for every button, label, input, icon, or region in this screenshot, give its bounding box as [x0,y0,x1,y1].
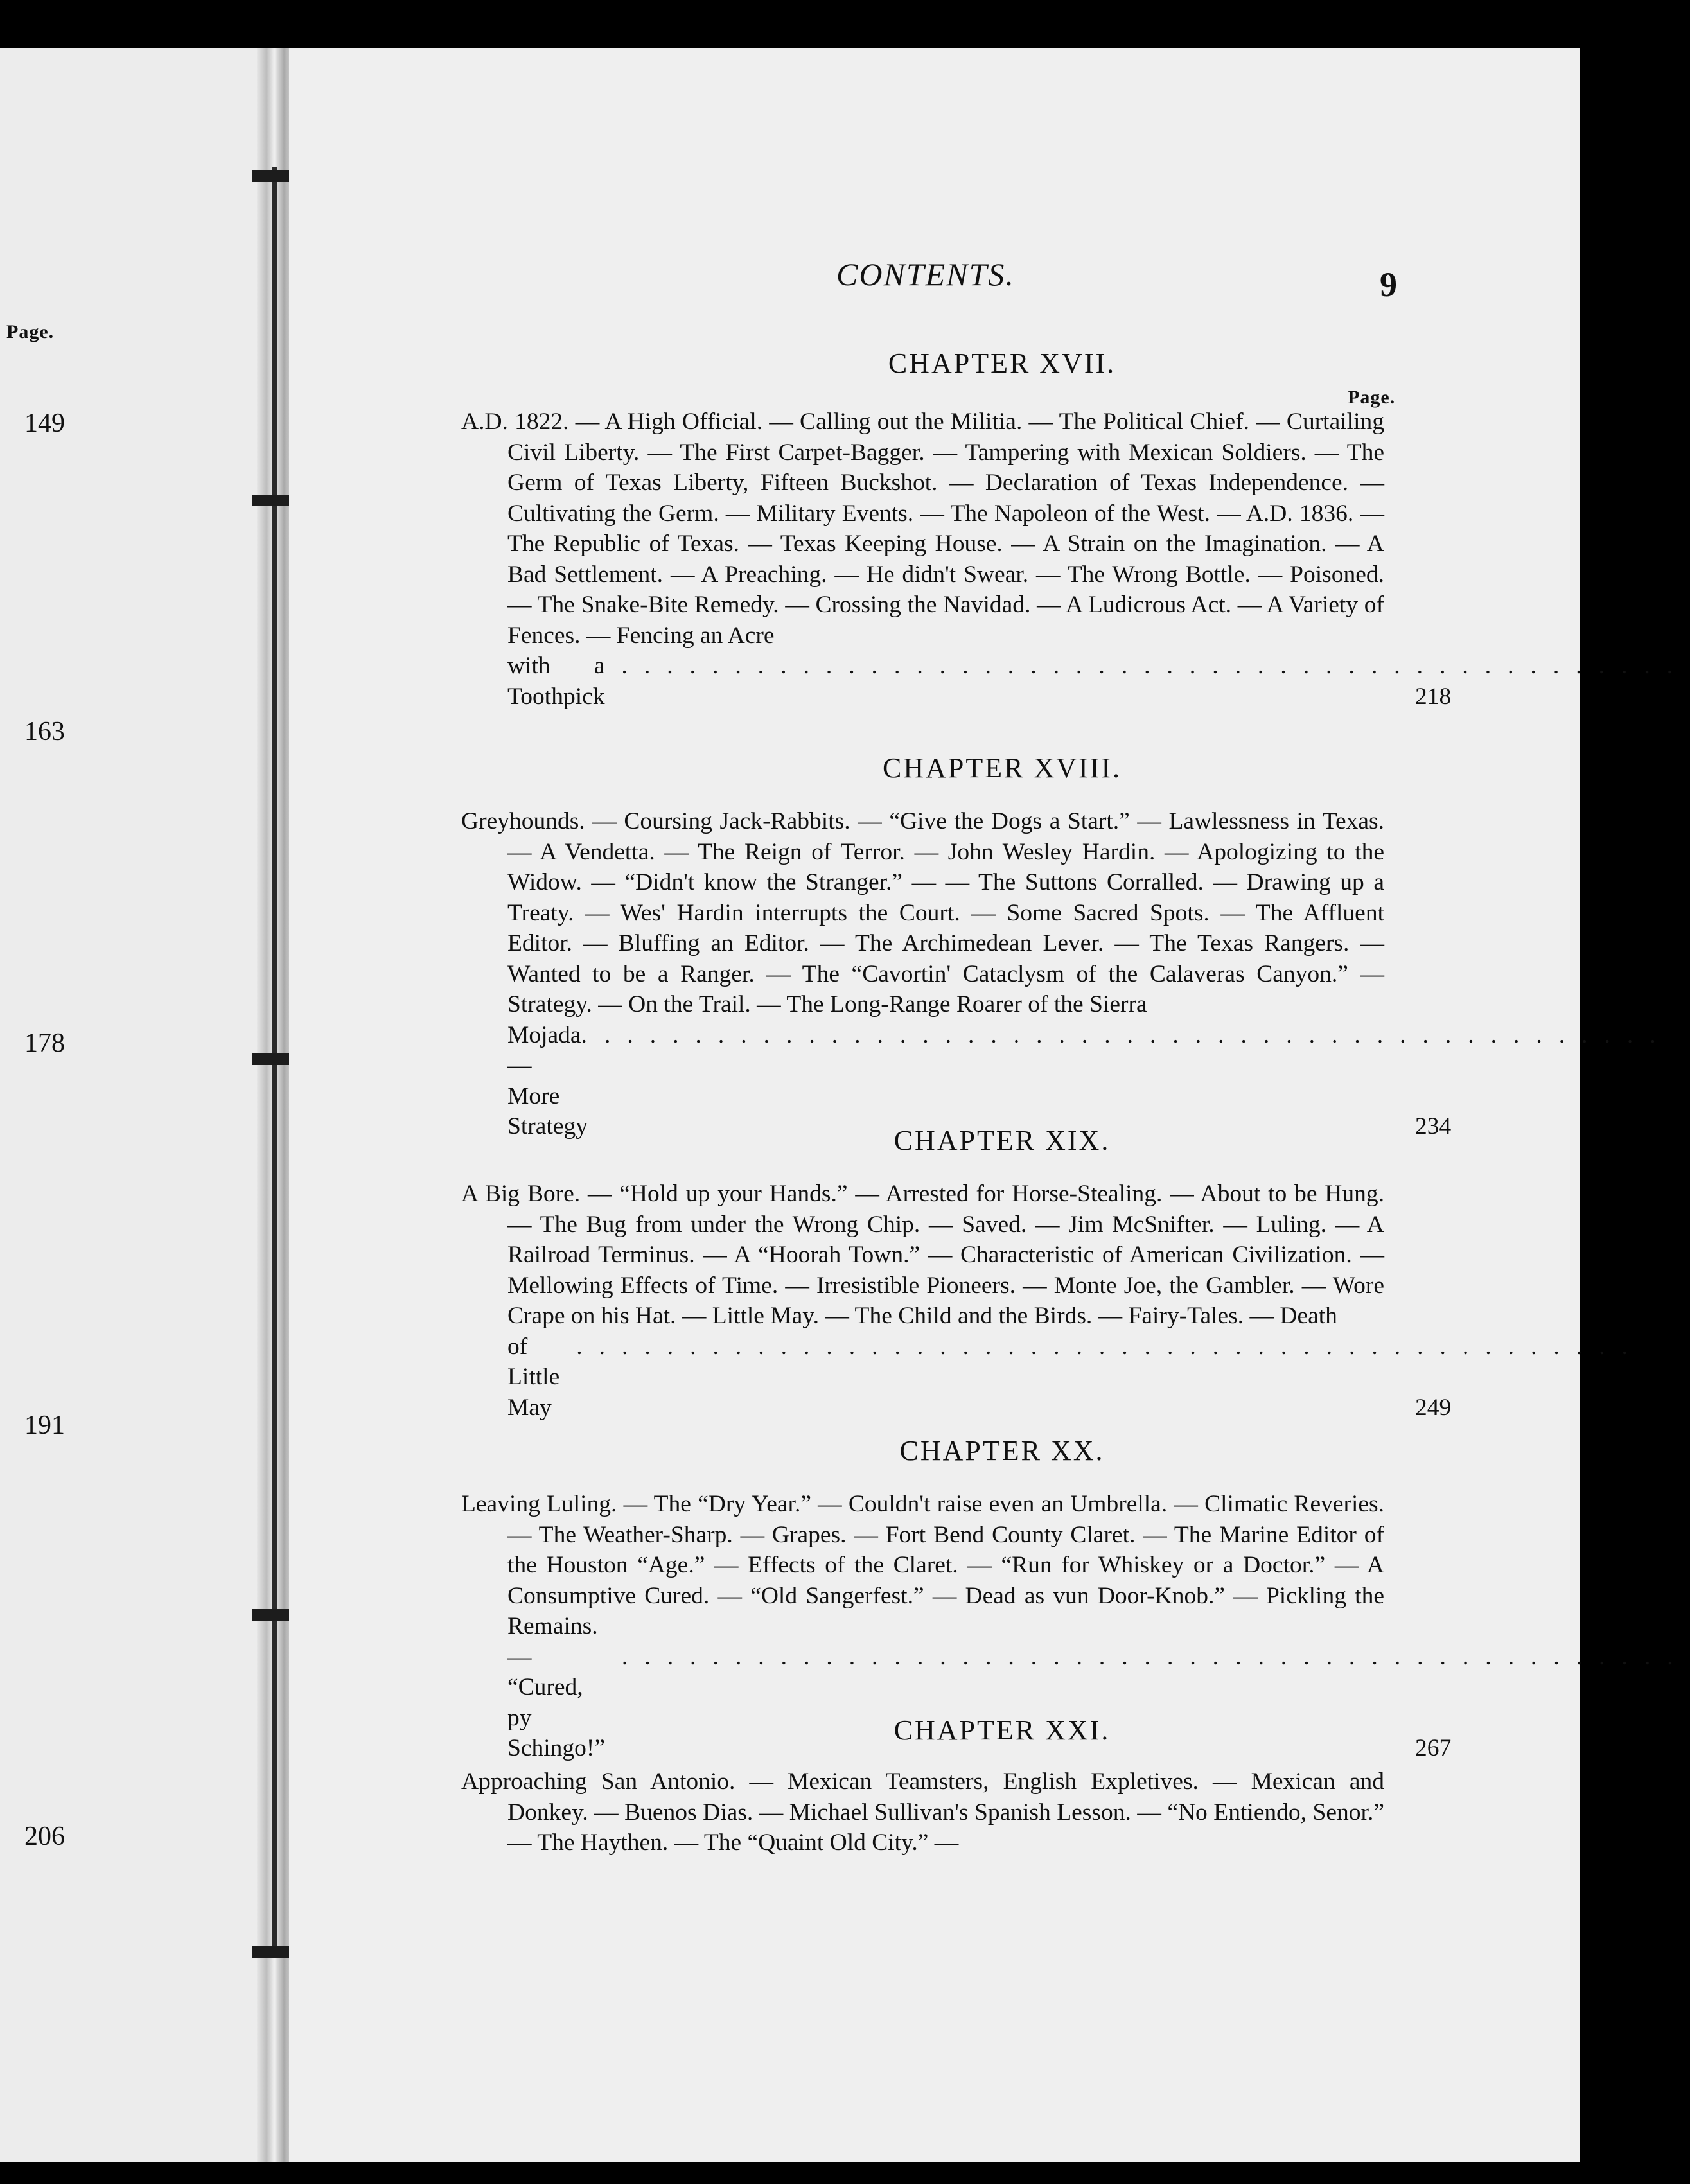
chapter-summary-last-line: Mojada. — More Strategy [507,1021,588,1140]
left-page-ref: 149 [24,409,65,438]
page-number: 9 [1380,265,1397,304]
toc-entry-line [507,1020,1673,1142]
chapter-heading: CHAPTER XXI. [893,1714,1111,1746]
chapter-summary-text: Leaving Luling. — The “Dry Year.” — Couldn't raise even an Umbrella. — Climatic Reveries. — The Weather-Sharp. — Grapes. — Fort Bend County Claret. — The Marine Editor of the Houston “Age.” — Effects of the Claret. — “Run for Whiskey or a Doctor.” — A Consumptive Cured. — “Old Sangerfest.” — Dead as vun Door-Knob.” — Pickling the Remains. [461,1491,1384,1639]
chapter-heading: CHAPTER XVIII. [883,752,1122,784]
toc-entry-line [507,651,1690,712]
running-head: CONTENTS. [836,256,1015,292]
dot-leader: ............................................... [576,1333,1644,1360]
chapter-summary-last-line: of Little May [507,1333,560,1421]
dot-leader: ............................................... [622,1643,1690,1670]
chapter-summary [461,1179,1644,1423]
chapter-summary-text: A Big Bore. — “Hold up your Hands.” — Arrested for Horse-Stealing. — About to be Hung. — The Bug from under the Wrong Chip. — Saved. — Jim McSnifter. — Luling. — A Railroad Terminus. — A “Hoorah Town.” — Characteristic of American Civilization. — Mellowing Effects of Time. — Irresistible Pioneers. — Monte Joe, the Gambler. — Wore Crape on his Hat. — Little May. — The Child and the Birds. — Fairy-Tales. — Death [461,1181,1384,1329]
toc-entry-line [507,1332,1644,1423]
chapter-summary [461,806,1673,1142]
chapter-heading: CHAPTER XIX. [893,1125,1111,1156]
chapter-summary-text: Approaching San Antonio. — Mexican Teamsters, English Expletives. — Mexican and Donkey. — Buenos Dias. — Michael Sullivan's Spanish Lesson. — “No Entiendo, Senor.” — The Haythen. — The “Quaint Old City.” — [461,1768,1384,1856]
left-page-ref: 163 [24,717,65,746]
left-page-ref: 191 [24,1411,65,1440]
chapter-summary-last-line: with a Toothpick [507,653,605,710]
left-page-label: Page. [6,321,55,342]
chapter-summary-text: Greyhounds. — Coursing Jack-Rabbits. — “Give the Dogs a Start.” — Lawlessness in Texas. — A Vendetta. — The Reign of Terror. — John Wesley Hardin. — Apologizing to the Widow. — “Didn't know the Stranger.” — — The Suttons Corralled. — Drawing up a Treaty. — Wes' Hardin interrupts the Court. — Some Sacred Spots. — The Affluent Editor. — Bluffing an Editor. — The Archimedean Lever. — The Texas Rangers. — Wanted to be a Ranger. — The “Cavortin' Cataclysm of the Calaveras Canyon.” — Strategy. — On the Trail. — The Long-Range Roarer of the Sierra [461,808,1384,1017]
left-page [0,48,283,2162]
right-page-label: Page. [1348,387,1396,408]
dot-leader: ............................................... [621,653,1690,679]
chapter-summary-last-line: — “Cured, py Schingo!” [507,1643,606,1761]
dot-leader: ............................................... [604,1021,1673,1048]
chapter-heading: CHAPTER XVII. [888,348,1116,379]
left-page-ref: 178 [24,1028,65,1058]
chapter-heading: CHAPTER XX. [899,1435,1105,1466]
left-page-ref: 206 [24,1822,65,1851]
chapter-summary-text: A.D. 1822. — A High Official. — Calling out the Militia. — The Political Chief. — Curtailing Civil Liberty. — The First Carpet-Bagger. — Tampering with Mexican Soldiers. — The Germ of Texas Liberty, Fifteen Buckshot. — Declaration of Texas Independence. — Cultivating the Germ. — Military Events. — The Napoleon of the West. — A.D. 1836. — The Republic of Texas. — Texas Keeping House. — A Strain on the Imagination. — A Bad Settlement. — A Preaching. — He didn't Swear. — The Wrong Bottle. — Poisoned. — The Snake-Bite Remedy. — Crossing the Navidad. — A Ludicrous Act. — A Variety of Fences. — Fencing an Acre [461,409,1384,649]
chapter-summary [461,1766,1384,1858]
chapter-summary [461,407,1690,712]
